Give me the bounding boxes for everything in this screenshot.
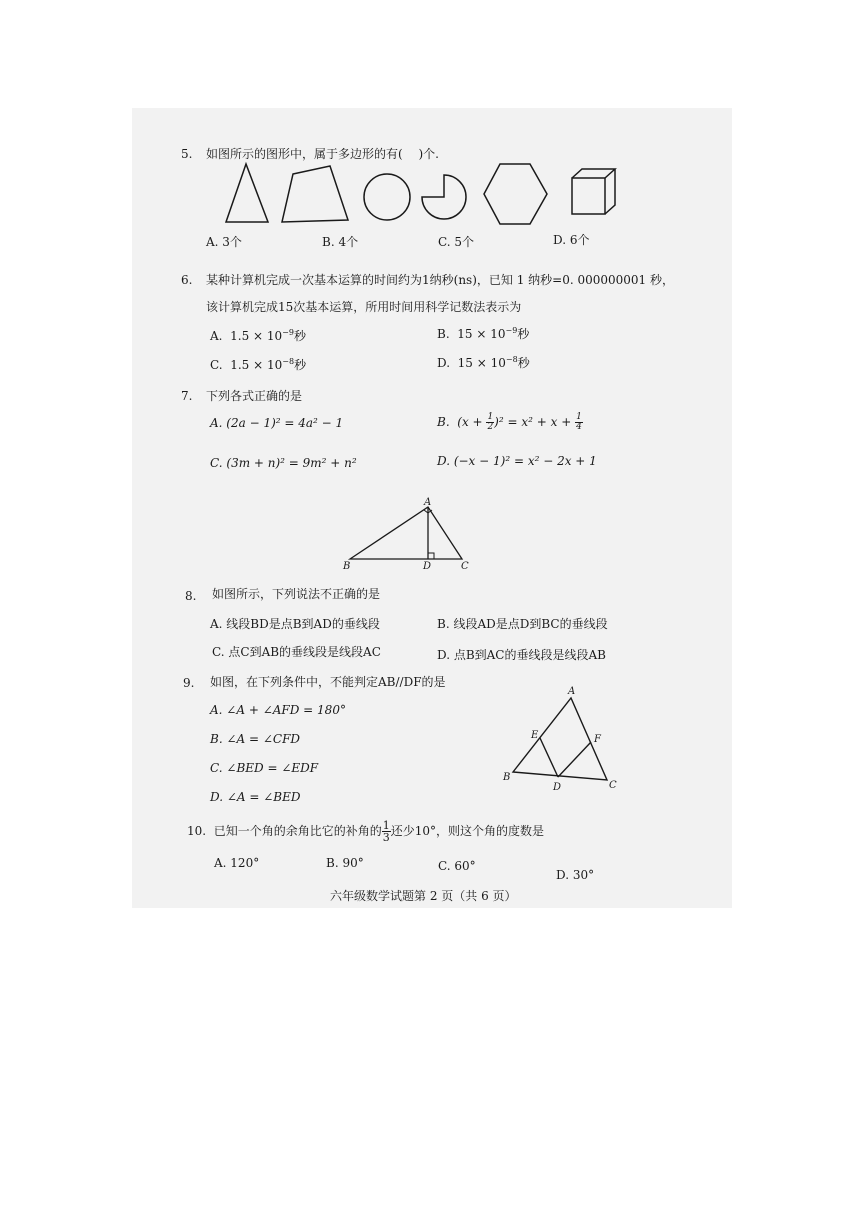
q6-option-d-coef: 15 × 10 [457,356,506,370]
q7-option-c: C. (3m + n)² = 9m² + n² [210,456,357,470]
page-footer: 六年级数学试题第 2 页（共 6 页） [330,889,517,903]
q5-number: 5. [181,147,193,161]
q5-option-d: D. 6个 [553,233,590,247]
triangle-abc [513,698,607,780]
q6-option-c-label: C. [210,358,223,372]
label-b: B [343,561,351,570]
q6-option-c-coef: 1.5 × 10 [230,358,283,372]
fraction-numerator: 1 [576,412,582,422]
q5-text: 如图所示的图形中，属于多边形的有( )个. [206,147,439,161]
fraction-denominator: 4 [576,422,582,432]
fraction-one-third [382,820,391,843]
q9-option-b: B. ∠A = ∠CFD [210,732,301,746]
q6-option-a-label: A. [210,329,223,343]
q7-text: 下列各式正确的是 [206,389,303,403]
q6-option-d-unit: 秒 [517,356,530,370]
q6-option-a-exp: −9 [282,328,294,337]
fraction-one-half [486,413,494,432]
q6-option-b-label: B. [437,327,450,341]
q8-option-d: D. 点B到AC的垂线段是线段AB [437,648,606,662]
q9-option-d: D. ∠A = ∠BED [210,790,301,804]
cube-shape [572,169,615,214]
q6-option-d-exp: −8 [505,355,518,364]
q8-option-b: B. 线段AD是点D到BC的垂线段 [437,617,608,631]
q6-option-a-coef: 1.5 × 10 [230,329,283,343]
q10-option-b: B. 90° [326,856,364,870]
q6-option-b [437,326,529,342]
q7-option-d: D. (−x − 1)² = x² − 2x + 1 [437,454,597,468]
fraction-numerator: 1 [382,819,390,832]
q7-number: 7. [181,389,193,403]
hexagon-shape [484,164,547,224]
q10-option-d: D. 30° [556,868,595,882]
q6-line1: 某种计算机完成一次基本运算的时间约为1纳秒(ns)，已知 1 纳秒=0. 000000001 秒， [206,273,674,287]
triangle-shape [226,164,268,222]
fraction-numerator: 1 [487,412,494,422]
q9-text: 如图，在下列条件中，不能判定AB//DF的是 [210,675,446,689]
q5-option-c: C. 5个 [438,235,475,249]
label-d: D [423,561,432,570]
label-b: B [503,772,511,783]
q7-option-b-pre: (x + [457,415,483,429]
q10-post: 还少10°，则这个角的度数是 [390,824,545,838]
q9-option-c: C. ∠BED = ∠EDF [210,761,319,775]
segment-df [558,742,591,777]
q8-option-c: C. 点C到AB的垂线段是线段AC [212,645,381,659]
sector-shape [422,175,466,219]
fraction-denominator: 2 [487,422,494,432]
q7-option-a: A. (2a − 1)² = 4a² − 1 [210,416,344,430]
q5-shapes-figure [220,160,620,230]
label-d: D [553,782,562,793]
q6-number: 6. [181,273,193,287]
q10-option-a: A. 120° [214,856,260,870]
quadrilateral-shape [282,166,348,222]
q6-option-a-unit: 秒 [293,329,306,343]
label-e: E [531,730,539,741]
circle-shape [364,174,410,220]
q9-triangle-figure [495,680,625,795]
q5-option-b: B. 4个 [322,235,359,249]
q6-option-c-unit: 秒 [294,358,307,372]
fraction-one-quarter [575,413,583,432]
q10-pre: 已知一个角的余角比它的补角的 [213,824,382,838]
label-a: A [424,497,432,508]
q10-number: 10. [187,824,207,838]
q8-number: 8. [185,589,197,603]
q6-option-b-unit: 秒 [517,327,530,341]
q5-option-a: A. 3个 [206,235,242,249]
label-c: C [609,780,617,791]
label-a: A [568,686,576,697]
q6-option-b-exp: −9 [505,326,518,335]
label-c: C [461,561,469,570]
q6-option-c-exp: −8 [282,357,295,366]
q6-option-d-label: D. [437,356,451,370]
q7-option-b-mid: )² = x² + x + [494,415,572,429]
fraction-denominator: 3 [382,831,390,844]
q9-option-a: A. ∠A + ∠AFD = 180° [210,703,346,717]
q6-line2: 该计算机完成15次基本运算，所用时间用科学记数法表示为 [206,300,522,314]
right-angle-mark-d [428,553,434,559]
q8-text: 如图所示，下列说法不正确的是 [212,587,381,601]
q6-option-d [437,355,530,371]
q8-triangle-figure [340,495,480,570]
segment-ed [540,738,558,777]
q6-option-b-coef: 15 × 10 [457,327,506,341]
q7-option-b-label: B. [437,415,450,429]
q10-line [187,818,544,844]
label-f: F [594,734,601,745]
q8-option-a: A. 线段BD是点B到AD的垂线段 [210,617,380,631]
q6-option-a [210,328,306,344]
q7-option-b [437,410,583,434]
q10-option-c: C. 60° [438,859,476,873]
q9-number: 9. [183,676,195,690]
q6-option-c [210,357,306,373]
triangle-abc [350,507,462,559]
